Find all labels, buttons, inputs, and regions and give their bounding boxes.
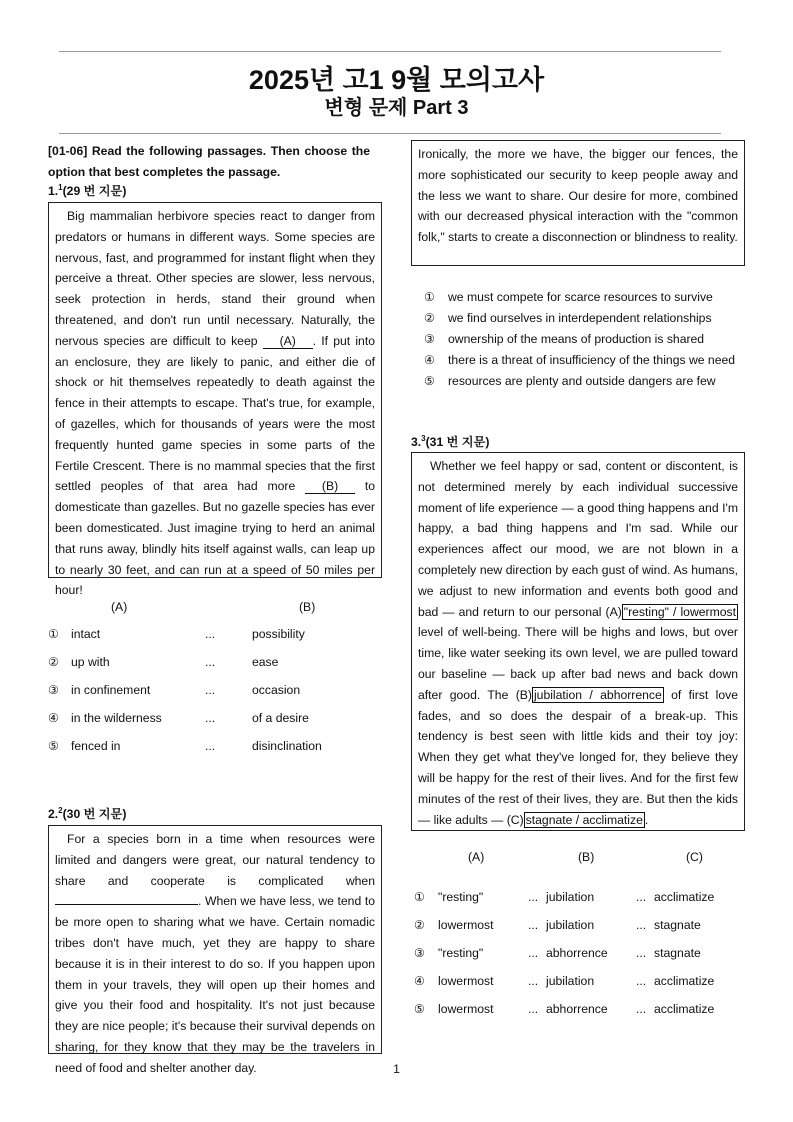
footnote-ref: 1: [58, 182, 63, 192]
option-number: ③: [48, 683, 59, 697]
option-row[interactable]: [48, 624, 388, 644]
q3-source: (31 번 지문): [425, 435, 490, 449]
separator: ...: [205, 711, 216, 725]
option-text: there is a threat of insufficiency of the things we need: [448, 353, 736, 367]
passage-text: . When we have less, we tend to be more open to sharing what we have. Certain nomadic tribes don't have much, yet they are happy to share because it is in their interest to do so. If you happen upon them in your travels, they will open up their homes and give you their food and hospitality. It's not just because they are nice people; it's because their survival depends on sharing, for they know that they may be the travelers in need of food and shelter another day.: [55, 894, 375, 1075]
option-number: ⑤: [424, 374, 435, 388]
option-number: ②: [424, 311, 435, 325]
q3-label: [411, 433, 489, 450]
option-a: lowermost: [438, 918, 494, 932]
option-a: lowermost: [438, 974, 494, 988]
separator: ...: [205, 739, 216, 753]
header-b: (B): [578, 850, 595, 864]
q2-source: (30 번 지문): [62, 807, 127, 821]
option-c: acclimatize: [654, 1002, 715, 1016]
separator: ...: [528, 918, 539, 932]
option-b: jubilation: [546, 918, 595, 932]
option-a: lowermost: [438, 1002, 494, 1016]
separator: ...: [205, 655, 216, 669]
header-a: (A): [111, 600, 128, 614]
option-b: abhorrence: [546, 1002, 608, 1016]
q1-option-headers: [48, 597, 378, 617]
separator: ...: [636, 946, 647, 960]
passage-text: . If put into an enclosure, they are likely to panic, and either die of shock or hit themselves repeatedly to death against the fence in their attempts to escape. That's true, for example, of gazelles, which for thousands of years were the most frequently hunted game species in some parts of the Fertile Crescent. There is no mammal species that the first settled peoples of that area had more: [55, 333, 375, 494]
option-number: ③: [414, 946, 425, 960]
separator: ...: [636, 974, 647, 988]
instructions: [01-06] Read the following passages. Then choose the option that best completes the passage.: [48, 144, 370, 179]
option-row[interactable]: [414, 915, 754, 935]
option-row[interactable]: [48, 708, 388, 728]
separator: ...: [205, 627, 216, 641]
blank: [55, 904, 198, 905]
option-number: ⑤: [48, 739, 59, 753]
option-row[interactable]: [414, 887, 754, 907]
option-number: ②: [414, 918, 425, 932]
q2-passage-continued: Ironically, the more we have, the bigger our fences, the more sophisticated our security to keep people away and the less we want to share. Our desire for more, combined with our decreased physical interaction with the "common folk," starts to create a disconnection or blindness to reality.: [411, 140, 745, 266]
header-c: (C): [686, 850, 703, 864]
passage-text: Big mammalian herbivore species react to danger from predators or humans in different ways. Some species are nervous, fast, and programmed for instant flight when they perceive a threat. Other species are slower, less nervous, seek protection in herds, stand their ground when threatened, and don't run until necessary. Naturally, the nervous species are difficult to keep: [55, 209, 375, 348]
separator: ...: [636, 1002, 647, 1016]
option-row[interactable]: [424, 371, 764, 391]
option-a: fenced in: [71, 739, 121, 753]
option-a: "resting": [438, 890, 484, 904]
q1-label: [48, 182, 126, 199]
page-subtitle: 변형 문제 Part 3: [324, 97, 469, 119]
option-b: occasion: [252, 683, 301, 697]
passage-text: of first love fades, and so does the despair of a break-up. This tendency is best seen with little kids and their toy joy: When they get what they've longed for, they believe they will be happy for the rest of their lives. And for the first few minutes of the rest of their lives, they are. But then the kids — like adults — (C): [418, 687, 738, 827]
passage-text: level of well-being. There will be highs and lows, but over time, like water seeking its own level, we are pulled toward our baseline — back up after bad news and back down after good. The (B): [418, 625, 738, 702]
option-row[interactable]: [48, 680, 388, 700]
header-b: (B): [299, 600, 316, 614]
option-number: ③: [424, 332, 435, 346]
option-b: jubilation: [546, 974, 595, 988]
footnote-ref: 3: [421, 433, 426, 443]
option-number: ①: [414, 890, 425, 904]
option-row[interactable]: [48, 652, 388, 672]
option-b: disinclination: [252, 739, 322, 753]
footnote-ref: 2: [58, 805, 63, 815]
choice-box-a: "resting" / lowermost: [623, 604, 736, 619]
q1-number: 1.: [48, 184, 59, 198]
passage-text: .: [644, 812, 649, 827]
blank-a: (A): [263, 334, 313, 349]
separator: ...: [528, 946, 539, 960]
q3-number: 3.: [411, 435, 422, 449]
option-a: in confinement: [71, 683, 151, 697]
option-number: ⑤: [414, 1002, 425, 1016]
option-b: of a desire: [252, 711, 309, 725]
option-row[interactable]: [424, 287, 764, 307]
q1-passage: [48, 202, 382, 598]
option-number: ④: [48, 711, 59, 725]
option-b: jubilation: [546, 890, 595, 904]
option-row[interactable]: [414, 971, 754, 991]
option-number: ①: [424, 290, 435, 304]
separator: ...: [636, 918, 647, 932]
option-row[interactable]: [414, 943, 754, 963]
option-text: we find ourselves in interdependent relationships: [448, 311, 712, 325]
option-b: ease: [252, 655, 279, 669]
choice-box-b: jubilation / abhorrence: [533, 687, 662, 702]
separator: ...: [205, 683, 216, 697]
option-a: "resting": [438, 946, 484, 960]
title-rule: [59, 133, 721, 134]
separator: ...: [528, 1002, 539, 1016]
option-row[interactable]: [414, 999, 754, 1019]
page-title: 2025년 고1 9월 모의고사: [248, 65, 545, 95]
q2-number: 2.: [48, 807, 59, 821]
option-row[interactable]: [48, 736, 388, 756]
option-c: acclimatize: [654, 974, 715, 988]
option-number: ①: [48, 627, 59, 641]
option-b: possibility: [252, 627, 305, 641]
option-text: we must compete for scarce resources to survive: [448, 290, 713, 304]
option-a: in the wilderness: [71, 711, 162, 725]
option-row[interactable]: [424, 350, 764, 370]
option-row[interactable]: [424, 308, 764, 328]
option-c: stagnate: [654, 918, 701, 932]
header-a: (A): [468, 850, 485, 864]
option-number: ④: [414, 974, 425, 988]
option-b: abhorrence: [546, 946, 608, 960]
page-number: 1: [393, 1062, 400, 1076]
option-row[interactable]: [424, 329, 764, 349]
option-number: ④: [424, 353, 435, 367]
option-a: intact: [71, 627, 101, 641]
q1-source: (29 번 지문): [62, 184, 127, 198]
passage-text: For a species born in a time when resources were limited and dangers were great, our natural tendency to share and cooperate is complicated when: [55, 832, 375, 888]
q2-label: [48, 805, 126, 822]
q3-passage: [411, 452, 745, 831]
option-a: up with: [71, 655, 110, 669]
passage-text: to domesticate than gazelles. But no gazelle species has ever been domesticated. Just imagine trying to herd an animal that runs away, blindly hits itself against walls, can leap up to nearly 30 feet, and can run at a speed of 50 miles per hour!: [55, 479, 375, 598]
separator: ...: [636, 890, 647, 904]
option-number: ②: [48, 655, 59, 669]
option-c: acclimatize: [654, 890, 715, 904]
choice-box-c: stagnate / acclimatize: [525, 812, 643, 827]
option-c: stagnate: [654, 946, 701, 960]
top-rule: [59, 51, 721, 52]
option-text: ownership of the means of production is shared: [448, 332, 705, 346]
passage-text: Whether we feel happy or sad, content or discontent, is not determined merely by each individual successive moment of life experience — a good thing happens and I'm happy, a bad thing happens and I'm sad. While our experiences affect our mood, we are not blown in a completely new direction by each gust of wind. As humans, we adjust to new information and events both good and bad — and return to our personal (A): [418, 459, 738, 619]
option-text: resources are plenty and outside dangers are few: [448, 374, 716, 388]
separator: ...: [528, 974, 539, 988]
blank-b: (B): [305, 479, 355, 494]
separator: ...: [528, 890, 539, 904]
q2-passage: [48, 825, 382, 1075]
q3-option-headers: [411, 847, 741, 867]
